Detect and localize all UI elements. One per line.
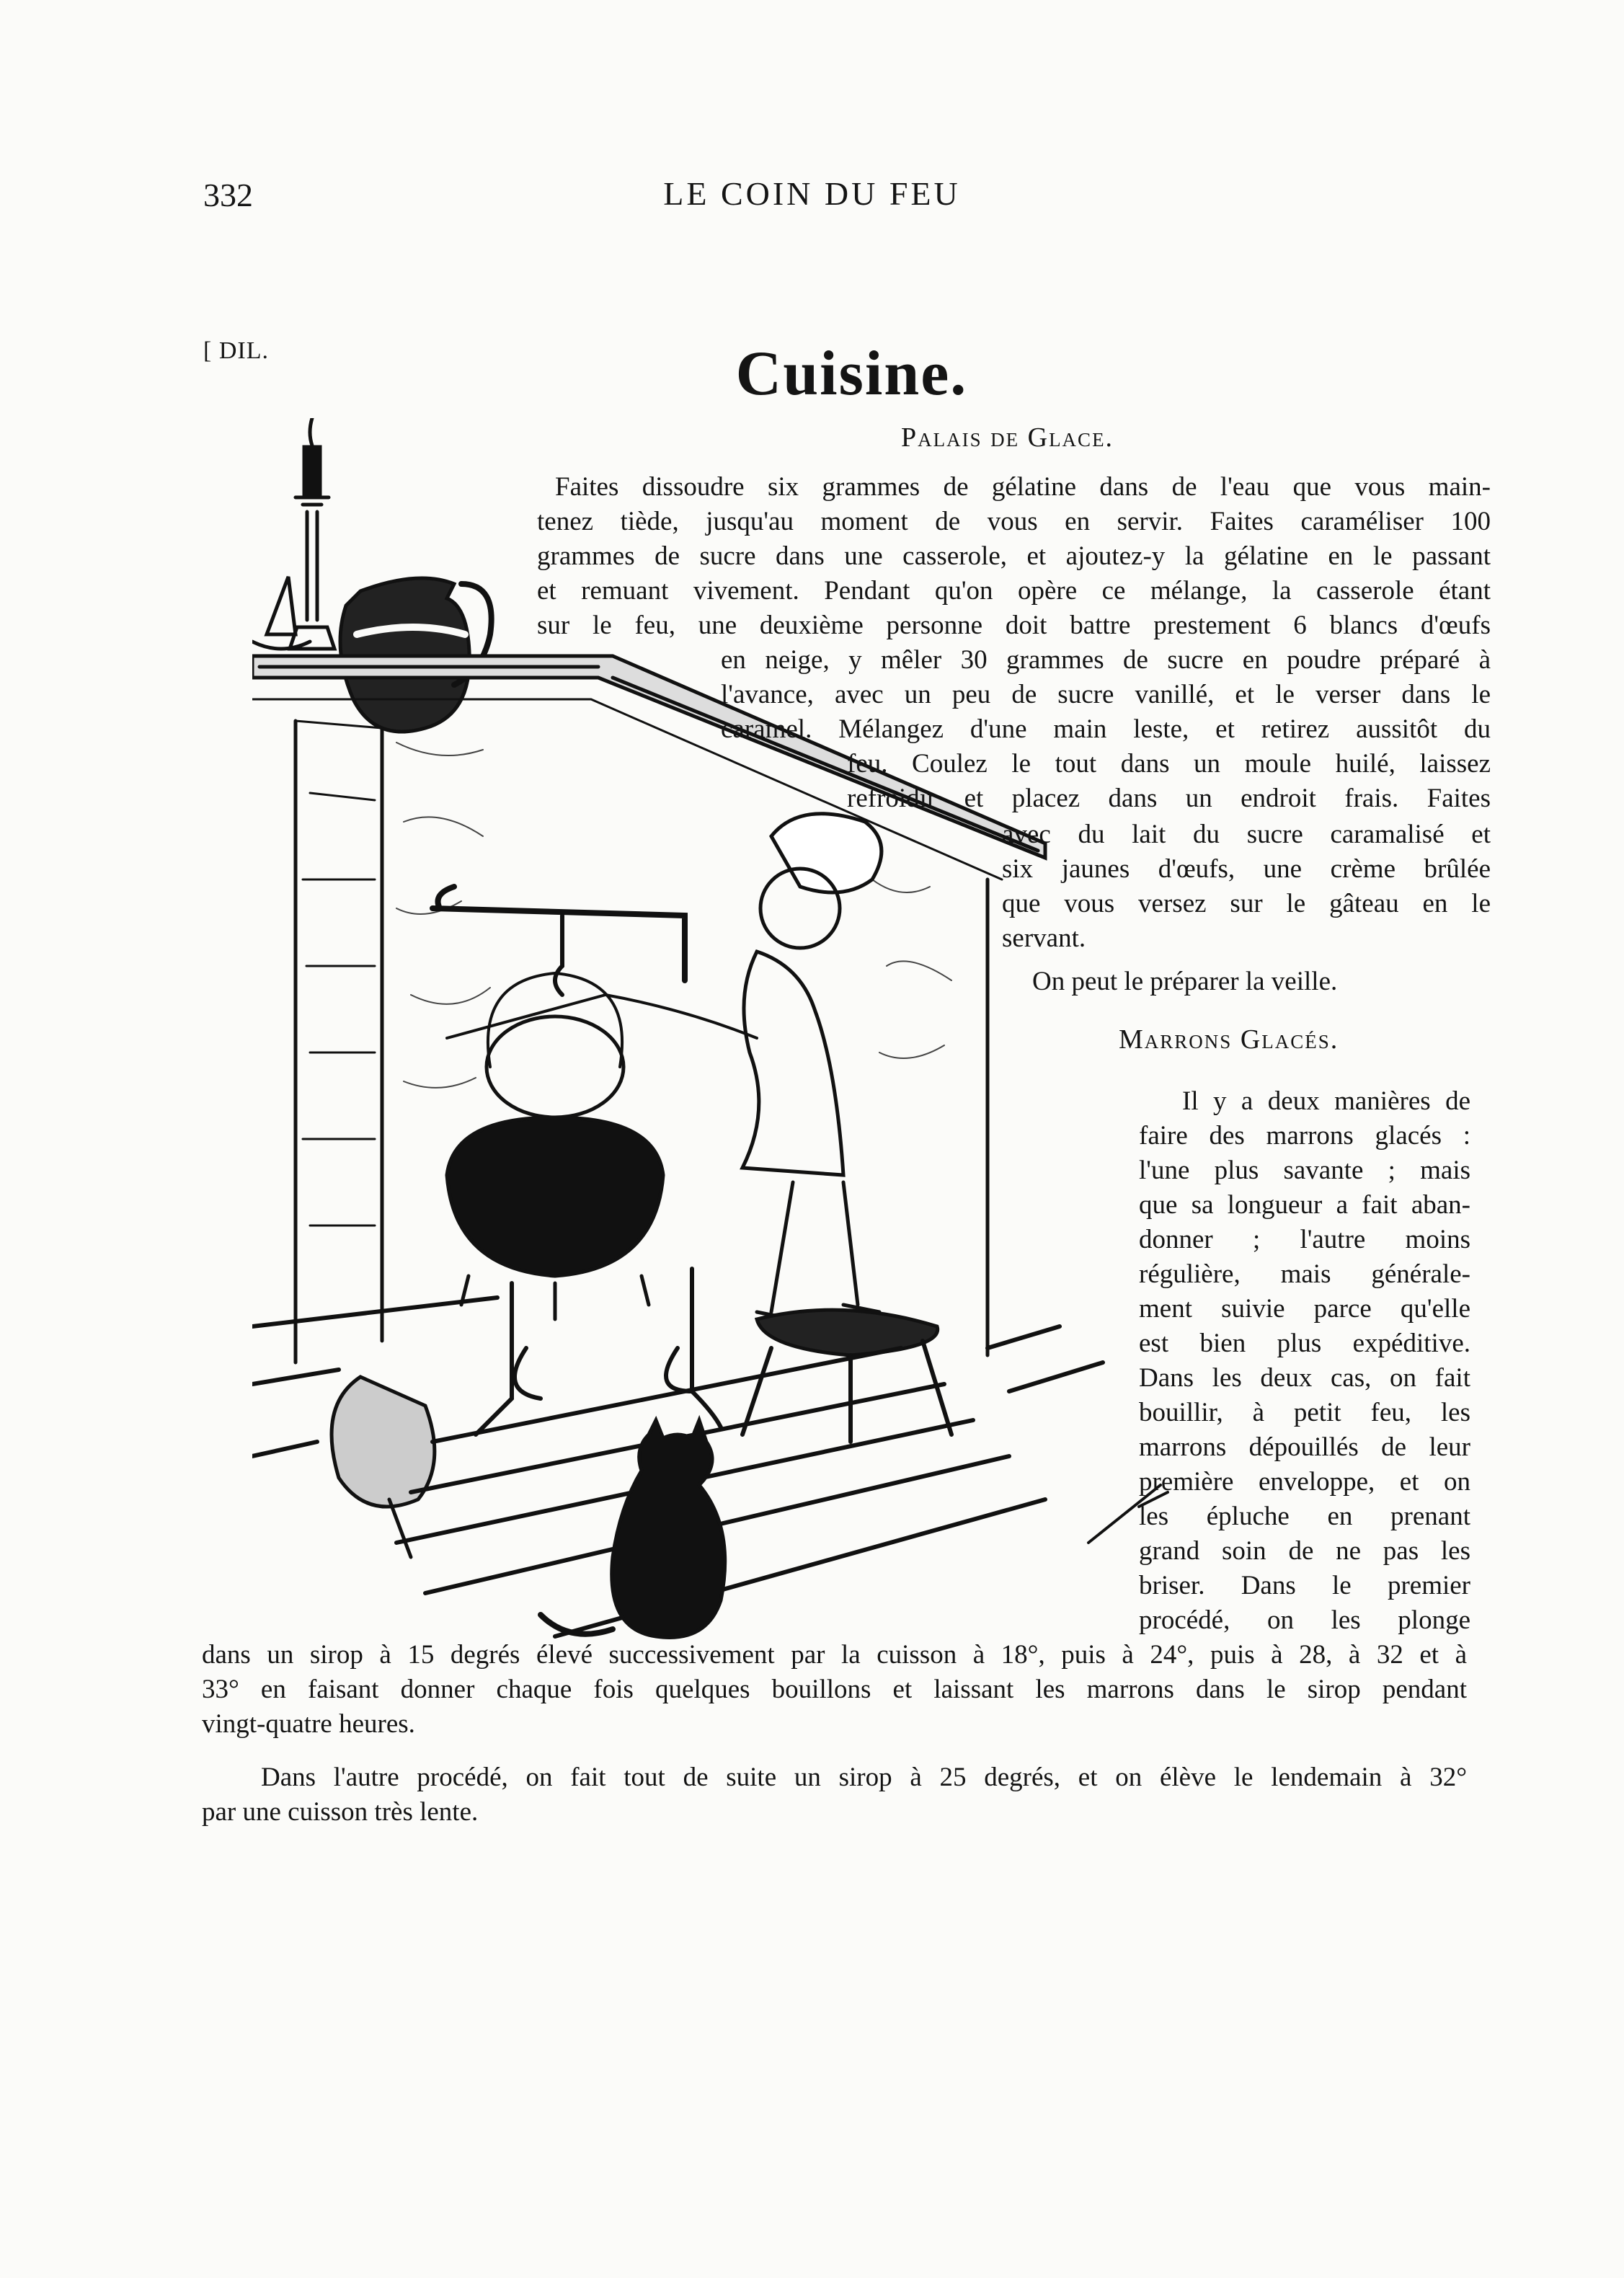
text-line: l'avance, avec un peu de sucre vanillé, et le verser dans le — [721, 680, 1491, 709]
text-line: Dans l'autre procédé, on fait tout de suite un sirop à 25 degrés, et on élève le lendemain à 32° — [261, 1763, 1467, 1792]
text-line: six jaunes d'œufs, une crème brûlée — [1002, 854, 1491, 884]
text-line: régulière, mais générale- — [1139, 1259, 1470, 1289]
text-line: Il y a deux manières de — [1182, 1086, 1470, 1116]
text-line: marrons dépouillés de leur — [1139, 1432, 1470, 1462]
text-line: ment suivie parce qu'elle — [1139, 1294, 1470, 1324]
text-line: feu. Coulez le tout dans un moule huilé, laissez — [847, 749, 1491, 779]
text-line: avec du lait du sucre caramalisé et — [1002, 820, 1491, 849]
text-line: sur le feu, une deuxième personne doit battre prestement 6 blancs d'œufs — [537, 611, 1491, 640]
section-heading-marrons: Marrons Glacés. — [1119, 1024, 1339, 1055]
text-line: est bien plus expéditive. — [1139, 1329, 1470, 1358]
text-line: première enveloppe, et on — [1139, 1467, 1470, 1497]
text-line: bouillir, à petit feu, les — [1139, 1398, 1470, 1427]
text-line: grand soin de ne pas les — [1139, 1536, 1470, 1566]
text-line: procédé, on les plonge — [1139, 1605, 1470, 1635]
page-number: 332 — [203, 177, 253, 213]
text-line: 33° en faisant donner chaque fois quelques bouillons et laissant les marrons dans le sirop pendant — [202, 1675, 1467, 1704]
text-line: que sa longueur a fait aban- — [1139, 1190, 1470, 1220]
text-line: en neige, y mêler 30 grammes de sucre en poudre préparé à — [721, 645, 1491, 675]
text-line: refroidir et placez dans un endroit frais. Faites — [847, 784, 1491, 813]
cat-icon — [541, 1420, 725, 1637]
text-line: les épluche en prenant — [1139, 1502, 1470, 1531]
text-line: servant. — [1002, 923, 1086, 953]
text-line: grammes de sucre dans une casserole, et ajoutez-y la gélatine en le passant — [537, 541, 1491, 571]
text-line: Faites dissoudre six grammes de gélatine dans de l'eau que vous main- — [555, 472, 1491, 502]
text-line: vingt-quatre heures. — [202, 1709, 415, 1739]
text-line: briser. Dans le premier — [1139, 1571, 1470, 1600]
text-line: l'une plus savante ; mais — [1139, 1156, 1470, 1185]
cauldron-icon — [447, 973, 663, 1319]
text-line: caramel. Mélangez d'une main leste, et retirez aussitôt du — [721, 714, 1491, 744]
section-heading-palais: Palais de Glace. — [901, 422, 1114, 453]
article-title: Cuisine. — [735, 339, 968, 409]
text-line: et remuant vivement. Pendant qu'on opère ce mélange, la casserole étant — [537, 576, 1491, 606]
candlestick-icon — [290, 418, 334, 649]
text-line: dans un sirop à 15 degrés élevé successivement par la cuisson à 18°, puis à 24°, puis à 28, à 32 et à — [202, 1640, 1467, 1670]
text-line: Dans les deux cas, on fait — [1139, 1363, 1470, 1393]
text-line: On peut le préparer la veille. — [1032, 967, 1338, 996]
text-line: que vous versez sur le gâteau en le — [1002, 889, 1491, 918]
text-line: par une cuisson très lente. — [202, 1797, 479, 1827]
running-title: LE COIN DU FEU — [663, 175, 961, 212]
text-line: faire des marrons glacés : — [1139, 1121, 1470, 1151]
text-line: tenez tiède, jusqu'au moment de vous en servir. Faites caraméliser 100 — [537, 507, 1491, 536]
margin-mark: [ DIL. — [203, 337, 269, 364]
text-line: donner ; l'autre moins — [1139, 1225, 1470, 1254]
